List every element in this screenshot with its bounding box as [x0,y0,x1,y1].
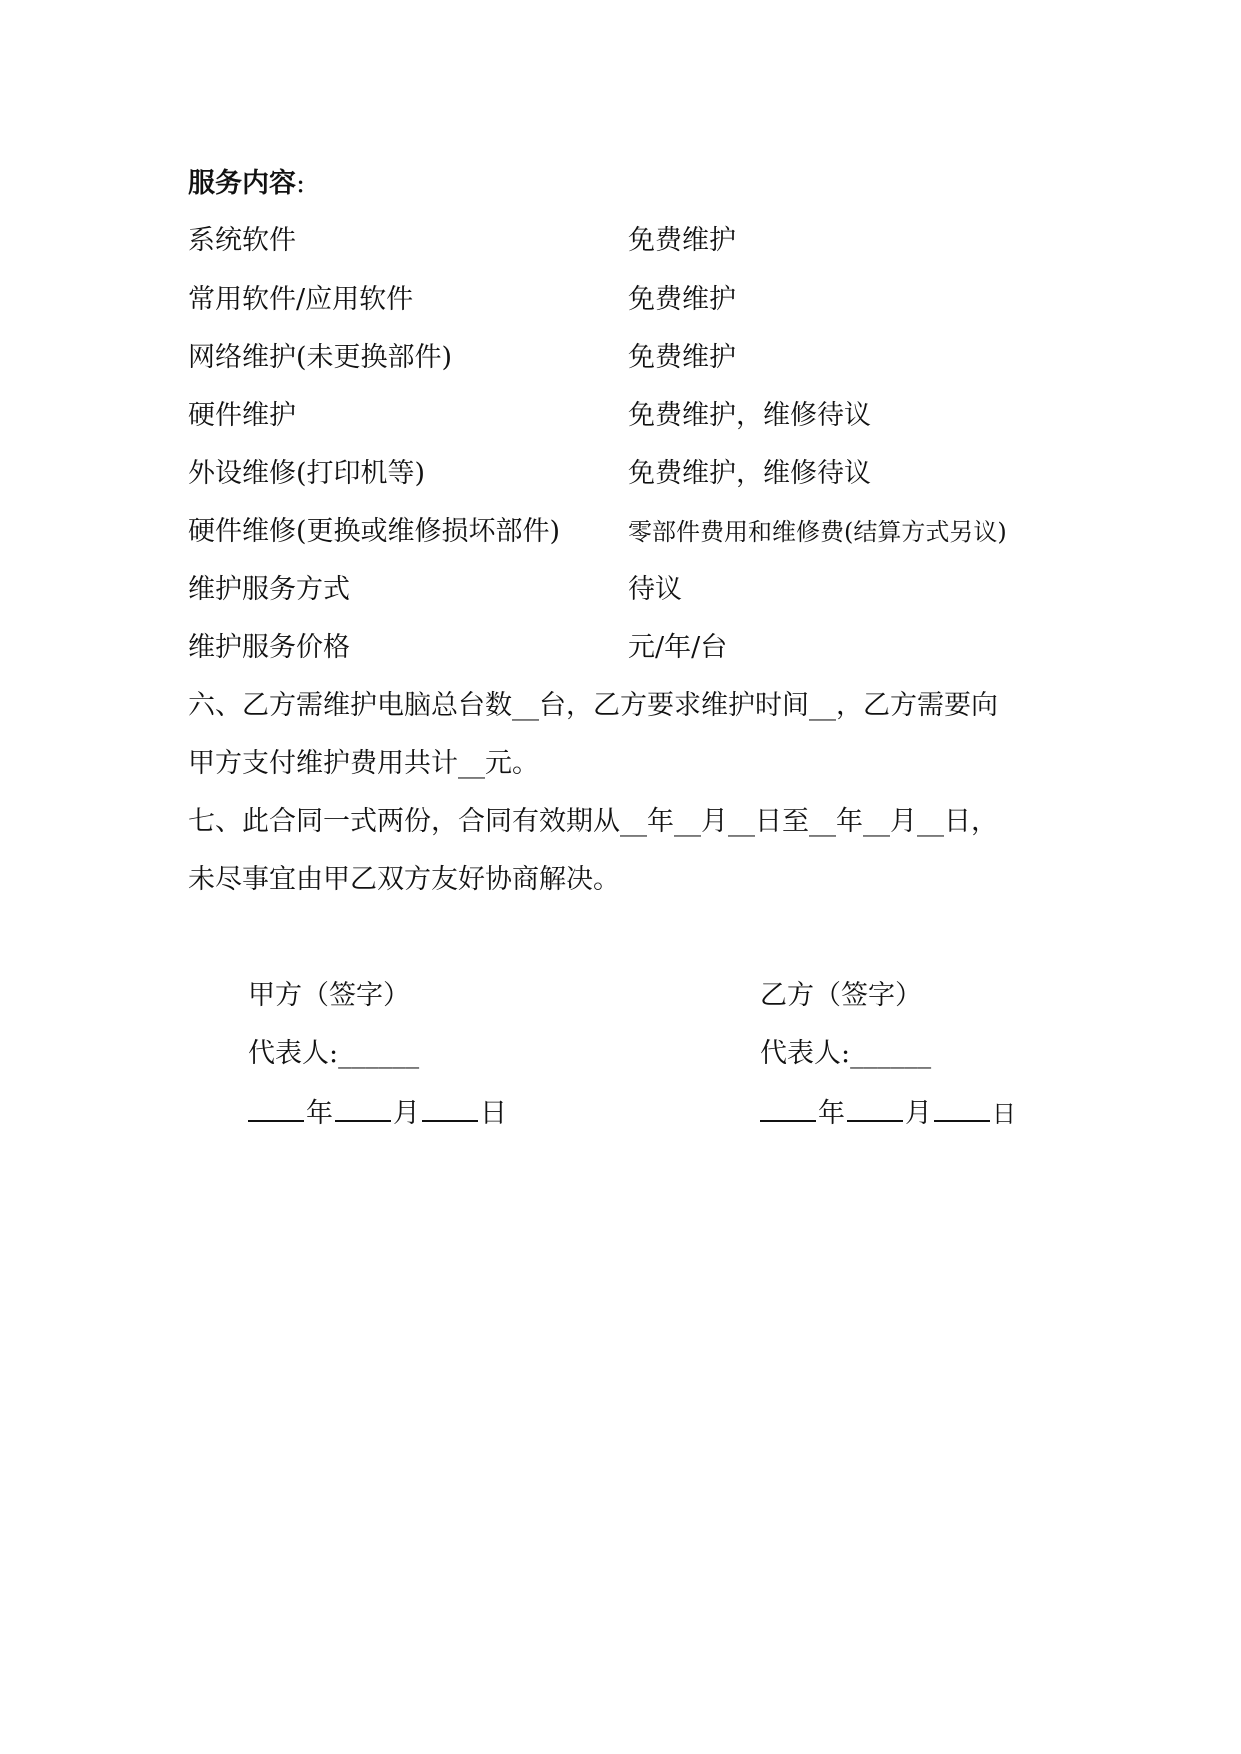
year-blank [760,1092,816,1122]
service-label: 硬件维护 [188,400,296,431]
party-a-representative: 代表人:______ [248,1038,420,1069]
day-label: 日 [480,1098,507,1129]
service-label: 系统软件 [188,225,296,256]
month-blank [847,1092,903,1122]
service-value: 免费维护 [628,225,736,256]
service-row [188,338,1068,378]
year-blank [248,1092,304,1122]
year-label: 年 [818,1098,845,1129]
service-label: 维护服务价格 [188,632,350,663]
party-a-date [248,1092,507,1134]
month-label: 月 [393,1098,420,1129]
heading-colon: : [296,168,306,199]
service-row [188,570,1068,610]
service-label: 网络维护(未更换部件) [188,342,453,373]
clause-6-line-1: 六、乙方需维护电脑总台数__台，乙方要求维护时间__，乙方需要向 [188,690,998,721]
service-value: 待议 [628,574,682,605]
service-value: 免费维护 [628,284,736,315]
party-b-date [760,1092,1016,1134]
section-heading [188,164,305,204]
service-value: 免费维护，维修待议 [628,458,871,489]
day-blank [934,1092,990,1122]
service-value: 免费维护，维修待议 [628,400,871,431]
clause-6-line-2: 甲方支付维护费用共计__元。 [188,748,539,779]
party-a-title: 甲方（签字） [248,980,410,1011]
service-row [188,512,1068,552]
service-row [188,454,1068,494]
service-label: 外设维修(打印机等) [188,458,426,489]
service-value: 零部件费用和维修费(结算方式另议) [628,518,1007,546]
day-blank [422,1092,478,1122]
day-label: 日 [992,1100,1016,1128]
month-blank [335,1092,391,1122]
service-row [188,280,1068,320]
clause-7-line-1: 七、此合同一式两份，合同有效期从__年__月__日至__年__月__日， [188,806,998,837]
heading-title: 服务内容 [188,168,296,199]
party-b-representative: 代表人:______ [760,1038,932,1069]
service-value: 元/年/台 [628,632,728,663]
service-row [188,221,1068,261]
service-label: 维护服务方式 [188,574,350,605]
party-b-title: 乙方（签字） [760,980,922,1011]
service-row [188,628,1068,668]
service-row [188,396,1068,436]
year-label: 年 [306,1098,333,1129]
clause-7-line-2: 未尽事宜由甲乙双方友好协商解决。 [188,864,620,895]
service-label: 硬件维修(更换或维修损坏部件) [188,516,561,547]
service-value: 免费维护 [628,342,736,373]
month-label: 月 [905,1098,932,1129]
service-label: 常用软件/应用软件 [188,284,414,315]
